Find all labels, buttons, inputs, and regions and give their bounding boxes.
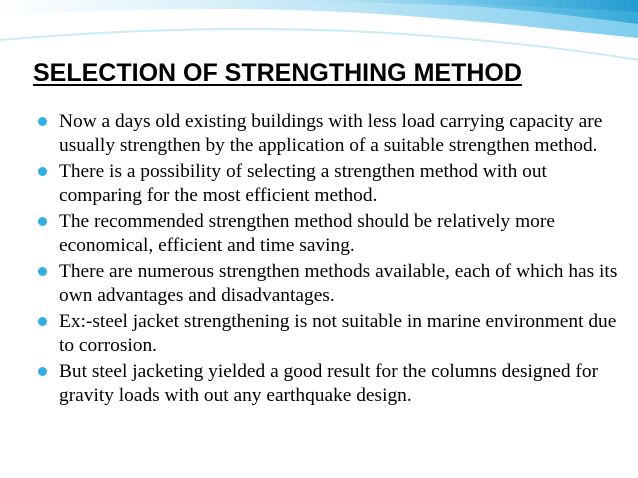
bullet-item [38,210,623,257]
bullet-dot-icon [38,267,47,276]
bullet-text: There is a possibility of selecting a strengthen method with out comparing for the most efficient method. [59,161,547,206]
bullet-item [38,160,623,207]
bullet-item [38,310,623,357]
bullet-text: There are numerous strengthen methods available, each of which has its own advantages and disadvantages. [59,261,618,306]
bullet-text: Ex:-steel jacket strengthening is not suitable in marine environment due to corrosion. [59,311,617,356]
bullet-item [38,360,623,407]
bullet-text: But steel jacketing yielded a good result for the columns designed for gravity loads with out any earthquake design. [59,361,599,406]
bullet-list [38,110,623,410]
bullet-dot-icon [38,167,47,176]
bullet-dot-icon [38,367,47,376]
bullet-text: The recommended strengthen method should be relatively more economical, efficient and time saving. [59,211,555,256]
bullet-dot-icon [38,117,47,126]
bullet-dot-icon [38,217,47,226]
bullet-text: Now a days old existing buildings with less load carrying capacity are usually strengthen by the application of a suitable strengthen method. [59,111,603,156]
bullet-dot-icon [38,317,47,326]
bullet-item [38,110,623,157]
slide-title: SELECTION OF STRENGTHING METHOD [33,59,522,87]
bullet-item [38,260,623,307]
